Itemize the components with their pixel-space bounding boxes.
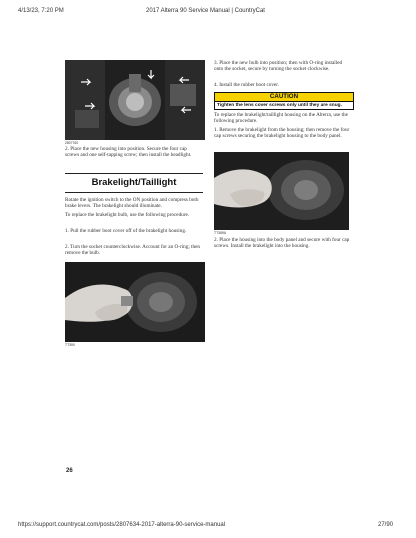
right-step-4: 4. Install the rubber boot cover. [214,82,279,88]
left-step-1: 1. Pull the rubber boot cover off of the brakelight housing. [65,228,187,234]
caution-box [214,92,354,110]
photo-code: TT390 [65,343,75,347]
left-para-2: To replace the brakelight bulb, use the following procedure. [65,212,190,218]
right-step-1: 1. Remove the brakelight from the housing; then remove the four cap screws securing the brakelight housing to the body panel. [214,127,350,139]
section-rule-top [65,173,203,174]
caution-text: Tighten the lens cover screws only until they are snug. [217,103,342,108]
photo-code: TT389A [214,231,227,235]
section-title: Brakelight/Taillight [91,177,177,188]
caution-title: CAUTION [215,93,353,102]
right-para: To replace the brakelight/taillight housing on the Alterra, use the following procedure. [214,112,348,124]
print-url: https://support.countrycat.com/posts/2807634-2017-alterra-90-service-manual [18,522,226,528]
headlight-housing-illustration [65,60,205,140]
left-step-2b: 2. Turn the socket counterclockwise. Account for an O-ring; then remove the bulb. [65,244,200,256]
print-timestamp: 4/13/23, 7:20 PM [18,8,64,14]
photo-code: 2807760 [65,141,79,145]
brakelight-socket-illustration [65,262,205,342]
right-step-3: 3. Place the new bulb into position; then with O-ring installed onto the socket, secure by turning the socket clockwise. [214,60,343,72]
left-step-2: 2. Place the new housing into position. Secure the four cap screws and one self-tapping screw; then install the headlight. [65,146,192,158]
left-para-1: Rotate the ignition switch to the ON position and compress both brake levers. The brakelight should illuminate. [65,197,199,209]
brakelight-socket-photo [65,262,205,342]
page-number: 26 [66,468,73,474]
headlight-housing-photo [65,60,205,140]
right-step-2: 2. Place the housing into the body panel and secure with four cap screws. Install the brakelight into the housing. [214,237,350,249]
print-page-counter: 27/90 [378,522,394,528]
brakelight-removal-photo [214,152,349,230]
brakelight-removal-illustration [214,152,349,230]
print-page-title: 2017 Alterra 90 Service Manual | CountryCat [146,8,265,14]
section-rule-bottom [65,192,203,193]
